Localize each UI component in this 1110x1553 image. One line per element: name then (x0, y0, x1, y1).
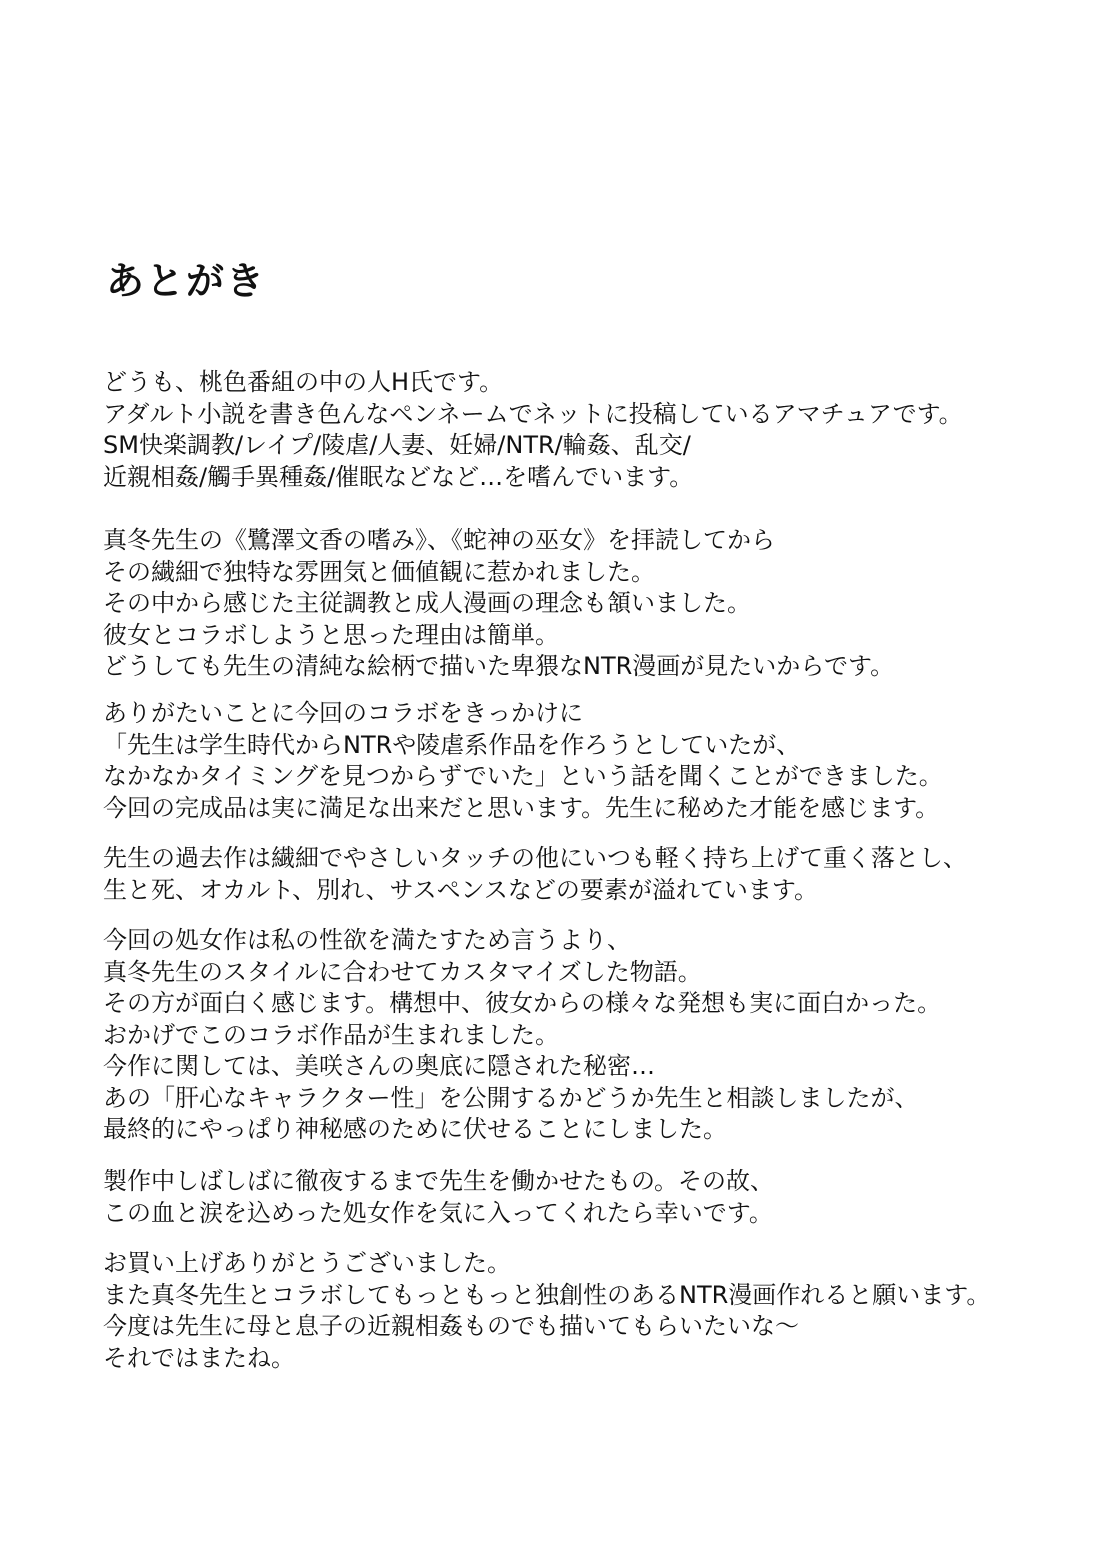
text-line: 今回の処女作は私の性欲を満たすため言うより、 (103, 926, 631, 954)
text-line: どうも、桃色番組の中の人H氏です。 (103, 368, 504, 396)
text-line: 「先生は学生時代からNTRや陵虐系作品を作ろうとしていたが、 (103, 730, 801, 759)
text-line: お買い上げありがとうございました。 (103, 1249, 511, 1277)
text-line: ありがたいことに今回のコラボをきっかけに (103, 699, 583, 727)
text-line: 製作中しばしばに徹夜するまで先生を働かせたもの。その故、 (103, 1167, 775, 1195)
text-line: 生と死、オカルト、別れ、サスペンスなどの要素が溢れています。 (103, 875, 818, 904)
text-line: おかげでこのコラボ作品が生まれました。 (103, 1020, 559, 1049)
text-line: 今回の完成品は実に満足な出来だと思います。先生に秘めた才能を感じます。 (103, 793, 940, 822)
text-line: それではまたね。 (103, 1343, 295, 1372)
text-line: その中から感じた主従調教と成人漫画の理念も頷いました。 (103, 589, 751, 617)
text-line: SM快楽調教/レイプ/陵虐/人妻、妊婦/NTR/輪姦、乱交/ (103, 431, 691, 459)
text-line: この血と涙を込めった処女作を気に入ってくれたら幸いです。 (103, 1198, 773, 1227)
text-line: アダルト小説を書き色んなペンネームでネットに投稿しているアマチュアです。 (103, 399, 963, 428)
paragraph (103, 1166, 774, 1229)
paragraph (103, 843, 967, 906)
text-line: また真冬先生とコラボしてもっともっと独創性のあるNTR漫画作れると願います。 (103, 1280, 991, 1309)
paragraph (103, 525, 894, 683)
text-line: その方が面白く感じます。構想中、彼女からの様々な発想も実に面白かった。 (103, 989, 942, 1017)
text-line: 真冬先生の《鷺澤文香の嗜み》、《蛇神の巫女》を拝読してから (103, 526, 775, 554)
text-line: 真冬先生のスタイルに合わせてカスタマイズした物語。 (103, 957, 702, 986)
text-line: 近親相姦/觸手異種姦/催眠などなど…を嗜んでいます。 (103, 462, 694, 491)
text-line: あの「肝心なキャラクター性」を公開するかどうか先生と相談しましたが、 (103, 1083, 919, 1112)
text-line: どうしても先生の清純な絵柄で描いた卑猥なNTR漫画が見たいからです。 (103, 652, 895, 680)
paragraph (103, 367, 963, 493)
paragraph (103, 1248, 990, 1374)
text-line: 今度は先生に母と息子の近親相姦ものでも描いてもらいたいな～ (103, 1312, 799, 1340)
page-title: あとがき (106, 259, 267, 303)
paragraph (103, 925, 941, 1146)
text-line: 最終的にやっぱり神秘感のために伏せることにしました。 (103, 1115, 727, 1143)
text-line: 今作に関しては、美咲さんの奥底に隠された秘密… (103, 1052, 655, 1080)
text-line: なかなかタイミングを見つからずでいた」という話を聞くことができました。 (103, 762, 943, 790)
text-line: その繊細で独特な雰囲気と価値観に惹かれました。 (103, 557, 655, 586)
text-line: 彼女とコラボしようと思った理由は簡単。 (103, 620, 559, 649)
text-line: 先生の過去作は繊細でやさしいタッチの他にいつも軽く持ち上げて重く落とし、 (103, 844, 967, 872)
paragraph (103, 698, 943, 824)
